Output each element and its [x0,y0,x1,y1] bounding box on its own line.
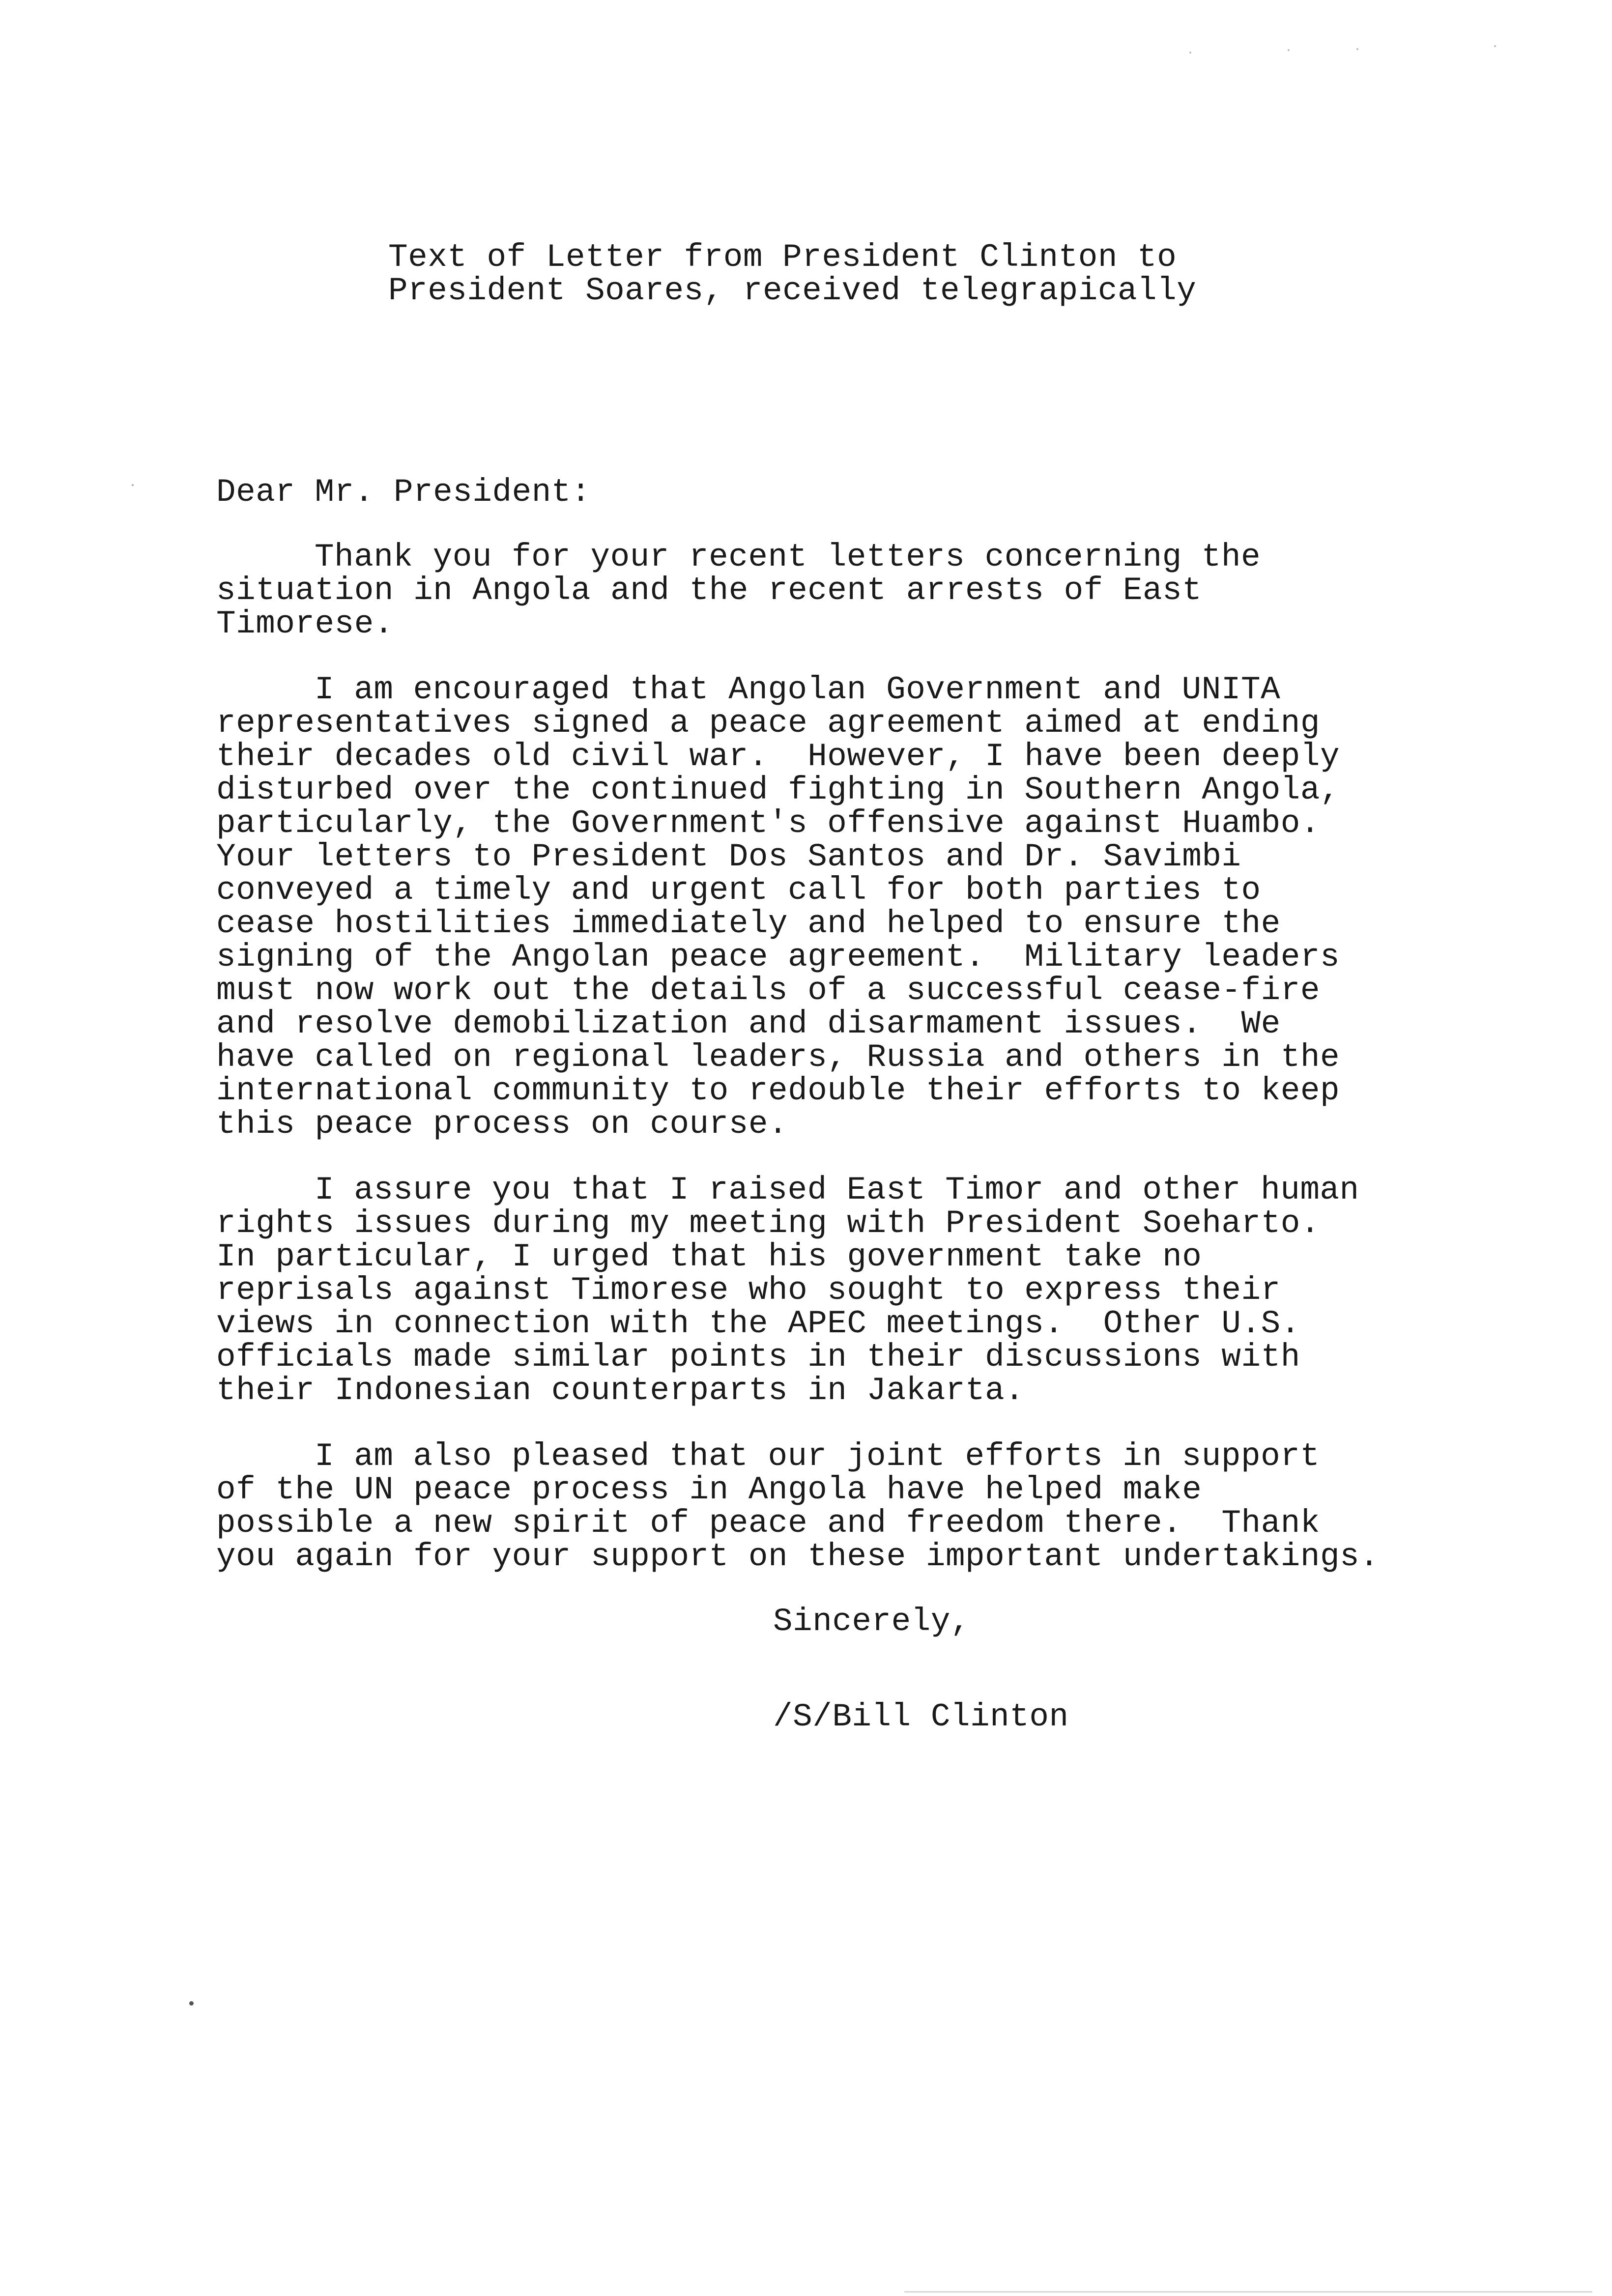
paragraph-2-line: particularly, the Government's offensive against Huambo. [216,805,1320,842]
paragraph-4-line: of the UN peace process in Angola have helped make [216,1471,1202,1508]
scan-speck [1288,49,1290,51]
paragraph-2-line: I am encouraged that Angolan Government and UNITA [315,671,1281,708]
paragraph-2-line: signing of the Angolan peace agreement. Military leaders [216,939,1340,976]
scan-speck [1189,52,1191,54]
paragraph-3-line: In particular, I urged that his government take no [216,1238,1202,1275]
paragraph-1-line: situation in Angola and the recent arrests of East [216,572,1202,609]
paragraph-2-line: and resolve demobilization and disarmament issues. We [216,1005,1281,1042]
scan-speck [1356,48,1358,50]
paragraph-3-line: their Indonesian counterparts in Jakarta. [216,1372,1025,1409]
paragraph-3-line: reprisals against Timorese who sought to express their [216,1272,1281,1309]
paragraph-2-line: conveyed a timely and urgent call for both parties to [216,872,1261,909]
paragraph-4-line: you again for your support on these important undertakings. [216,1538,1380,1575]
closing: Sincerely, [773,1603,971,1640]
letter-title-line-1: Text of Letter from President Clinton to [388,239,1177,276]
paragraph-3-line: views in connection with the APEC meetings. Other U.S. [216,1305,1300,1342]
scan-edge [904,2291,1592,2293]
scan-speck [189,2001,194,2006]
scan-speck [132,484,134,486]
paragraph-2-line: Your letters to President Dos Santos and Dr. Savimbi [216,838,1241,875]
signature: /S/Bill Clinton [773,1698,1069,1735]
letter-title-line-2: President Soares, received telegrapically [388,272,1197,309]
salutation: Dear Mr. President: [216,474,591,511]
paragraph-2-line: international community to redouble their efforts to keep [216,1072,1340,1109]
paragraph-1-line: Thank you for your recent letters concerning the [315,539,1261,575]
scan-speck [1494,45,1496,47]
paragraph-4-line: I am also pleased that our joint efforts in support [315,1438,1320,1475]
paragraph-2-line: representatives signed a peace agreement aimed at ending [216,705,1320,742]
paragraph-1-line: Timorese. [216,605,394,642]
paragraph-4-line: possible a new spirit of peace and freedom there. Thank [216,1505,1320,1542]
paragraph-3-line: I assure you that I raised East Timor and other human [315,1172,1359,1208]
paragraph-2-line: disturbed over the continued fighting in Southern Angola, [216,772,1340,808]
paragraph-2-line: cease hostilities immediately and helped to ensure the [216,905,1281,942]
paragraph-2-line: this peace process on course. [216,1106,788,1143]
paragraph-2-line: their decades old civil war. However, I have been deeply [216,738,1340,775]
paragraph-3-line: rights issues during my meeting with President Soeharto. [216,1205,1320,1242]
paragraph-2-line: must now work out the details of a successful cease-fire [216,972,1320,1009]
paragraph-2-line: have called on regional leaders, Russia and others in the [216,1039,1340,1076]
paragraph-3-line: officials made similar points in their discussions with [216,1339,1300,1376]
